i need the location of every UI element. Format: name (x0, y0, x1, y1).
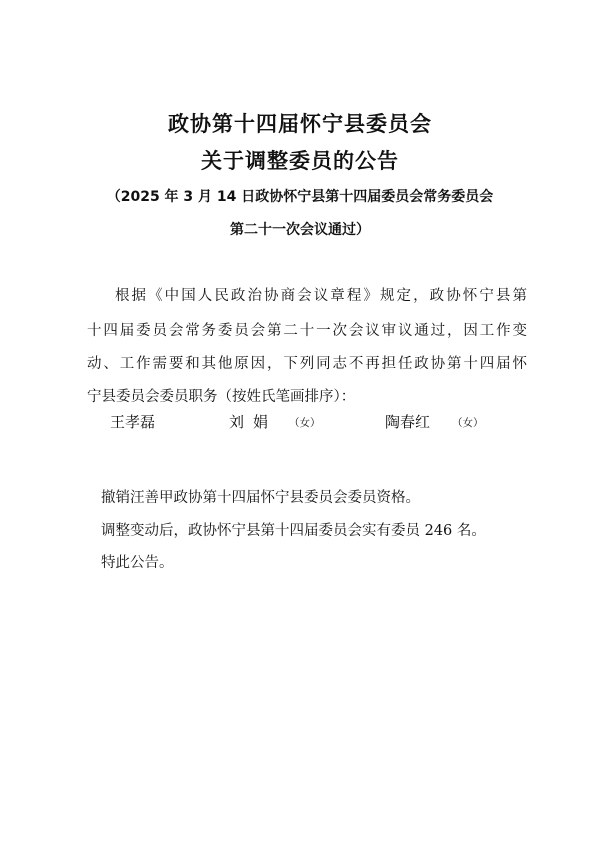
document-title-line-2: 关于调整委员的公告 (201, 149, 399, 173)
member-gender-note: （女） (452, 417, 484, 429)
member-gender-note: （女） (289, 417, 321, 429)
member-count-paragraph: 调整变动后，政协怀宁县第十四届委员会实有委员 246 名。 (101, 523, 486, 539)
member-name: 陶春红 (385, 413, 431, 431)
revocation-paragraph: 撤销汪善甲政协第十四届怀宁县委员会委员资格。 (101, 490, 420, 506)
document-subtitle-line-1: （2025 年 3 月 14 日政协怀宁县第十四届委员会常务委员会 (106, 189, 494, 205)
closing-paragraph: 特此公告。 (101, 555, 174, 571)
body-line: 宁县委员会委员职务（按姓氏笔画排序）： (87, 389, 356, 405)
body-line: 根据《中国人民政治协商会议章程》规定，政协怀宁县第 (115, 288, 527, 304)
member-name: 刘娟 (229, 413, 278, 431)
member-name: 王孝磊 (110, 413, 156, 431)
body-line: 十四届委员会常务委员会第二十一次会议审议通过，因工作变 (87, 323, 527, 339)
body-line: 动、工作需要和其他原因，下列同志不再担任政协第十四届怀 (87, 356, 527, 372)
document-title-line-1: 政协第十四届怀宁县委员会 (168, 112, 432, 136)
document-subtitle-line-2: 第二十一次会议通过） (230, 222, 370, 238)
